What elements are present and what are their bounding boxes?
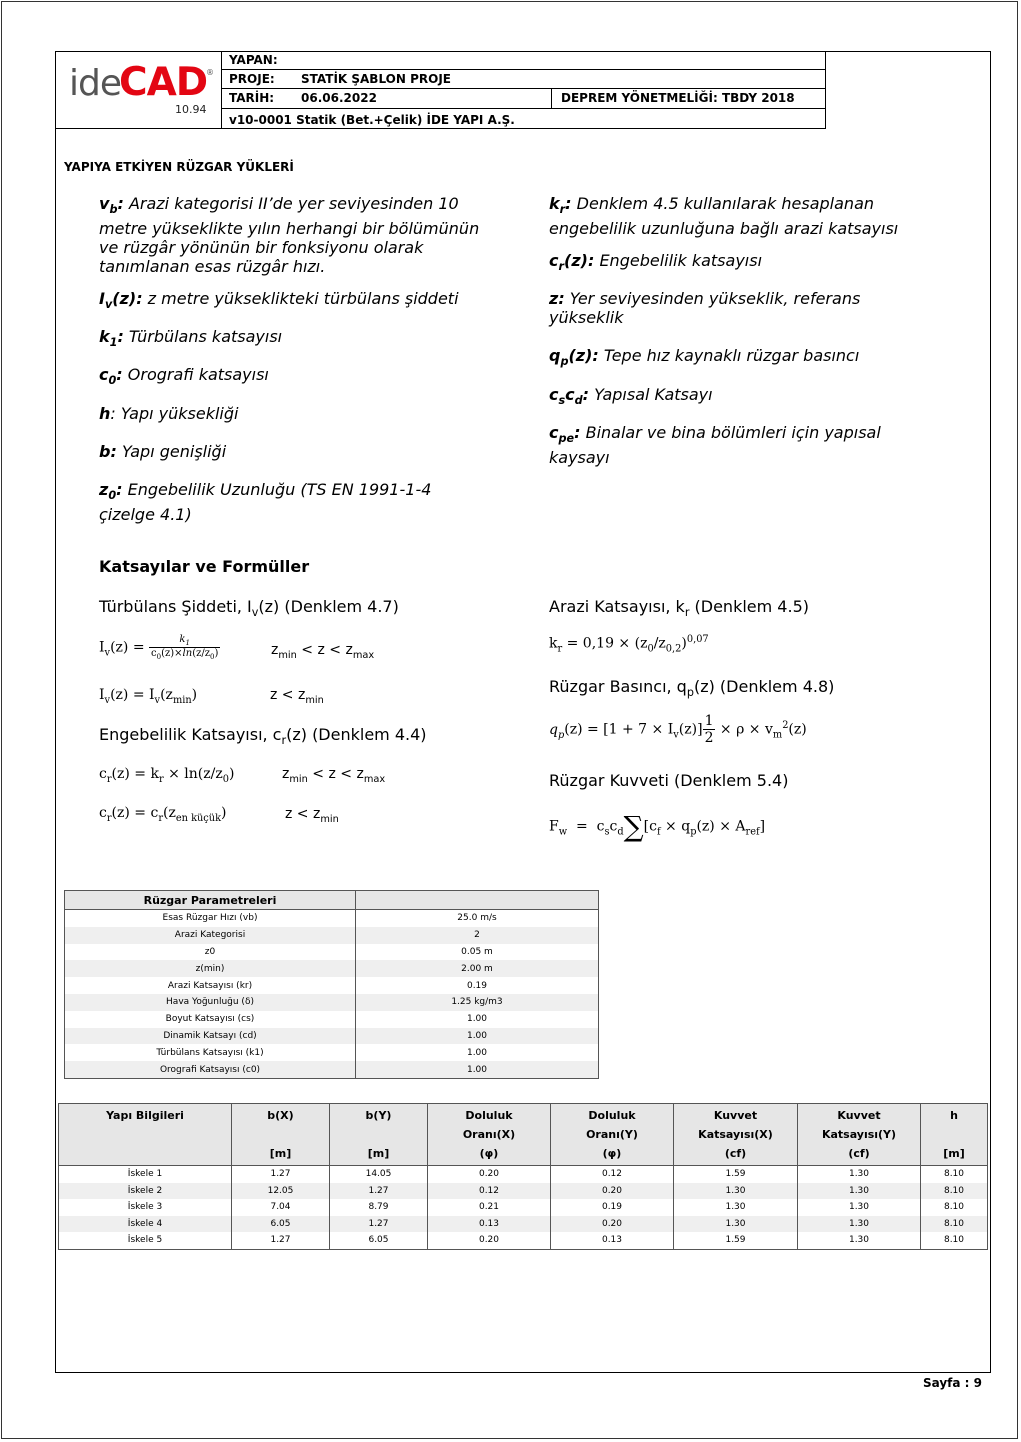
formula-iv-1-cond: $z_{min} < z < z_{max}$ [271,642,375,661]
def-cpe: $c_{pe}$: Binalar ve bina bölümleri için yapısal kaysayı [549,423,881,468]
def-k1: $k_1$: Türbülans katsayısı [99,327,283,350]
table-row: Hava Yoğunluğu (δ) 1.25 kg/m3 [65,994,599,1011]
formula-iv-2-cond: $z < z_{min}$ [270,687,324,706]
table-row: İskele 4 6.05 1.27 0.13 0.20 1.30 1.30 8.10 [59,1216,988,1233]
header-row-version [222,109,825,129]
formula-qp: $q_p(z) = [1 + 7 \times I_v(z)]$ $\frac{1}{2}$ × $\rho \times v_m^2(z)$ [549,713,807,746]
page-number: Sayfa : 9 [922,1376,982,1390]
logo-version: 10.94 [175,103,207,116]
formula-cr-2: $c_r(z) = c_r(z_{en küçük})$ [99,805,227,824]
section-title: YAPIYA ETKİYEN RÜZGAR YÜKLERİ [64,160,294,174]
col-header-kuvvet-x: Kuvvet Katsayısı(X) (cf) [674,1104,798,1166]
kuvvet-title: Rüzgar Kuvveti (Denklem 5.4) [549,771,789,790]
formula-cr-2-cond: $z < z_{min}$ [285,806,339,825]
logo-cad-text: CAD [119,60,208,105]
header-grid [222,51,826,129]
table-row: z(min) 2.00 m [65,960,599,977]
table-row: İskele 5 1.27 6.05 0.20 0.13 1.59 1.30 8.10 [59,1232,988,1249]
col-header-yapi: Yapı Bilgileri [59,1104,232,1166]
formula-cr-1-cond: $z_{min} < z < z_{max}$ [282,766,386,785]
formula-cr-1: $c_r(z) = k_r \times \ln(z/z_0)$ [99,766,235,785]
table-row: z0 0.05 m [65,944,599,961]
deprem-yonetmeligi: DEPREM YÖNETMELİĞİ: TBDY 2018 [551,89,795,108]
table-row: Arazi Kategorisi 2 [65,927,599,944]
tarih-label: TARİH: [229,91,275,105]
arazi-title: Arazi Katsayısı, $k_r$ (Denklem 4.5) [549,597,809,620]
eng-title: Engebelilik Katsayısı, $c_r(z)$ (Denklem 4.4) [99,725,427,748]
table-row: Orografi Katsayısı (c0) 1.00 [65,1061,599,1078]
yapan-label: YAPAN: [229,53,278,67]
col-header-h: h [m] [921,1104,988,1166]
param-table-header-empty [356,891,599,910]
version-line: v10-0001 Statik (Bet.+Çelik) İDE YAPI A.Ş. [229,113,515,127]
header-row-tarih [222,89,825,109]
col-header-doluluk-x: Doluluk Oranı(X) (φ) [428,1104,551,1166]
col-header-doluluk-y: Doluluk Oranı(Y) (φ) [551,1104,674,1166]
col-header-bx: b(X) [m] [232,1104,330,1166]
turb-title: Türbülans Şiddeti, $I_v(z)$ (Denklem 4.7) [99,597,399,620]
logo-ide-text: ide [69,63,122,104]
table-row: İskele 2 12.05 1.27 0.12 0.20 1.30 1.30 8.10 [59,1183,988,1200]
formula-kr: $k_r = 0,19 \times (z_0/z_{0,2})^{0,07}$ [549,634,709,655]
def-b: b: Yapı genişliği [99,442,227,461]
def-vb: $v_b$: Arazi kategorisi II’de yer seviyesinden 10 metre yükseklikte yılın herhangi bir bölümünün ve rüzgâr yönünün bir fonksiyonu olarak tanımlanan esas rüzgâr hızı. [99,194,480,277]
proje-label: PROJE: [229,72,275,86]
logo-registered-mark: ® [206,68,214,77]
col-header-by: b(Y) [m] [330,1104,428,1166]
header-row-yapan [222,51,825,70]
def-z: z: Yer seviyesinden yükseklik, referans yükseklik [549,289,861,327]
formulas-title: Katsayılar ve Formüller [99,557,310,576]
def-h: h: Yapı yüksekliği [99,404,239,423]
table-row: Esas Rüzgar Hızı (vb) 25.0 m/s [65,910,599,927]
wind-parameters-table [64,890,599,1079]
formula-iv-2: $I_v(z) = I_v(z_{min})$ [99,687,198,706]
header-row-proje [222,70,825,89]
def-qp: $q_p(z)$: Tepe hız kaynaklı rüzgar basıncı [549,346,860,369]
param-table-header: Rüzgar Parametreleri [65,891,356,910]
table-row: İskele 1 1.27 14.05 0.20 0.12 1.59 1.30 8.10 [59,1166,988,1183]
basinc-title: Rüzgar Basıncı, $q_p(z)$ (Denklem 4.8) [549,677,835,700]
def-z0: $z_0$: Engebelilik Uzunluğu (TS EN 1991-1-4 çizelge 4.1) [99,480,432,525]
def-c0: $c_0$: Orografi katsayısı [99,365,269,388]
table-row: Arazi Katsayısı (kr) 0.19 [65,977,599,994]
col-header-kuvvet-y: Kuvvet Katsayısı(Y) (cf) [798,1104,921,1166]
logo-box [55,51,222,129]
def-kr: $k_r$: Denklem 4.5 kullanılarak hesaplanan engebelilik uzunluğuna bağlı arazi katsayısı [549,194,899,239]
structure-info-table [58,1103,988,1250]
table-row: Türbülans Katsayısı (k1) 1.00 [65,1044,599,1061]
formula-fw: $F_w = c_sc_d\sum[c_f \times q_p(z) \times A_{ref}]$ [549,810,766,843]
tarih-value: 06.06.2022 [301,91,377,105]
formula-iv-1: $I_v(z)$ = $\frac{k_1}{c_0(z)\times\ln(z/z_0)}$ [99,634,219,661]
table-row: İskele 3 7.04 8.79 0.21 0.19 1.30 1.30 8.10 [59,1199,988,1216]
def-cr: $c_r(z)$: Engebelilik katsayısı [549,251,763,274]
table-row: Boyut Katsayısı (cs) 1.00 [65,1011,599,1028]
proje-value: STATİK ŞABLON PROJE [301,72,451,86]
table-row: Dinamik Katsayı (cd) 1.00 [65,1028,599,1045]
def-iv: $I_v(z)$: z metre yükseklikteki türbülans şiddeti [99,289,459,312]
def-cscd: $c_sc_d$: Yapısal Katsayı [549,385,713,408]
